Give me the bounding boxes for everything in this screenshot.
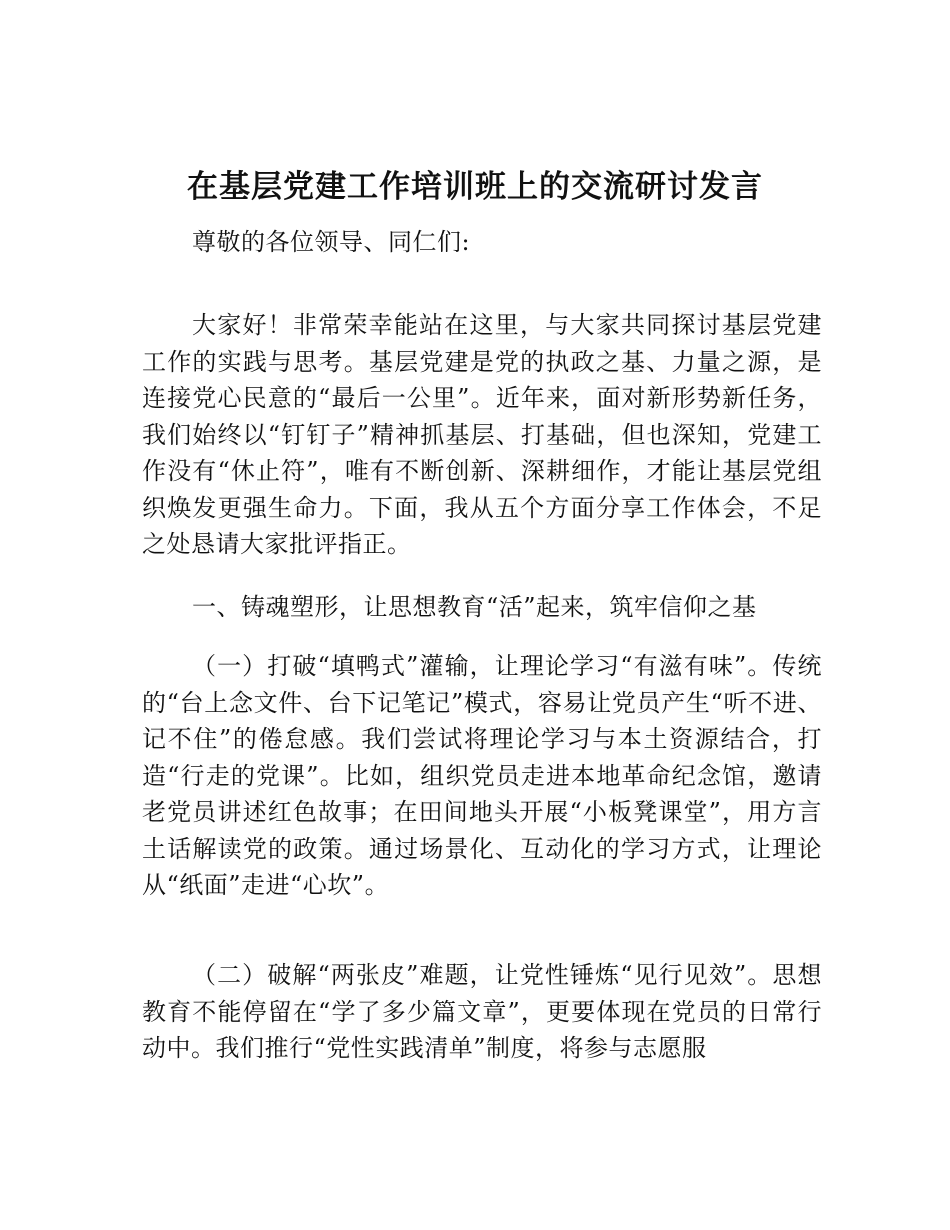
intro-paragraph: 大家好！非常荣幸能站在这里，与大家共同探讨基层党建工作的实践与思考。基层党建是党的执政之基、力量之源，是连接党心民意的“最后一公里”。近年来，面对新形势新任务，我们始终以“钉钉子”精神抓基层、打基础，但也深知，党建工作没有“休止符”，唯有不断创新、深耕细作，才能让基层党组织焕发更强生命力。下面，我从五个方面分享工作体会，不足之处恳请大家批评指正。 — [142, 311, 822, 558]
subsection-paragraph: （一）打破“填鸭式”灌输，让理论学习“有滋有味”。传统的“台上念文件、台下记笔记”模式，容易让党员产生“听不进、记不住”的倦怠感。我们尝试将理论学习与本土资源结合，打造“行走的党课”。比如，组织党员走进本地革命纪念馆，邀请老党员讲述红色故事；在田间地头开展“小板凳课堂”，用方言土话解读党的政策。通过场景化、互动化的学习方式，让理论从“纸面”走进“心坎”。 — [142, 652, 822, 899]
document-title: 在基层党建工作培训班上的交流研讨发言 — [187, 169, 763, 205]
section-heading: 一、铸魂塑形，让思想教育“活”起来，筑牢信仰之基 — [192, 593, 757, 621]
subsection-paragraph: （二）破解“两张皮”难题，让党性锤炼“见行见效”。思想教育不能停留在“学了多少篇文章”，更要体现在党员的日常行动中。我们推行“党性实践清单”制度，将参与志愿服 — [142, 961, 822, 1062]
greeting-paragraph: 尊敬的各位领导、同仁们: — [192, 228, 471, 256]
